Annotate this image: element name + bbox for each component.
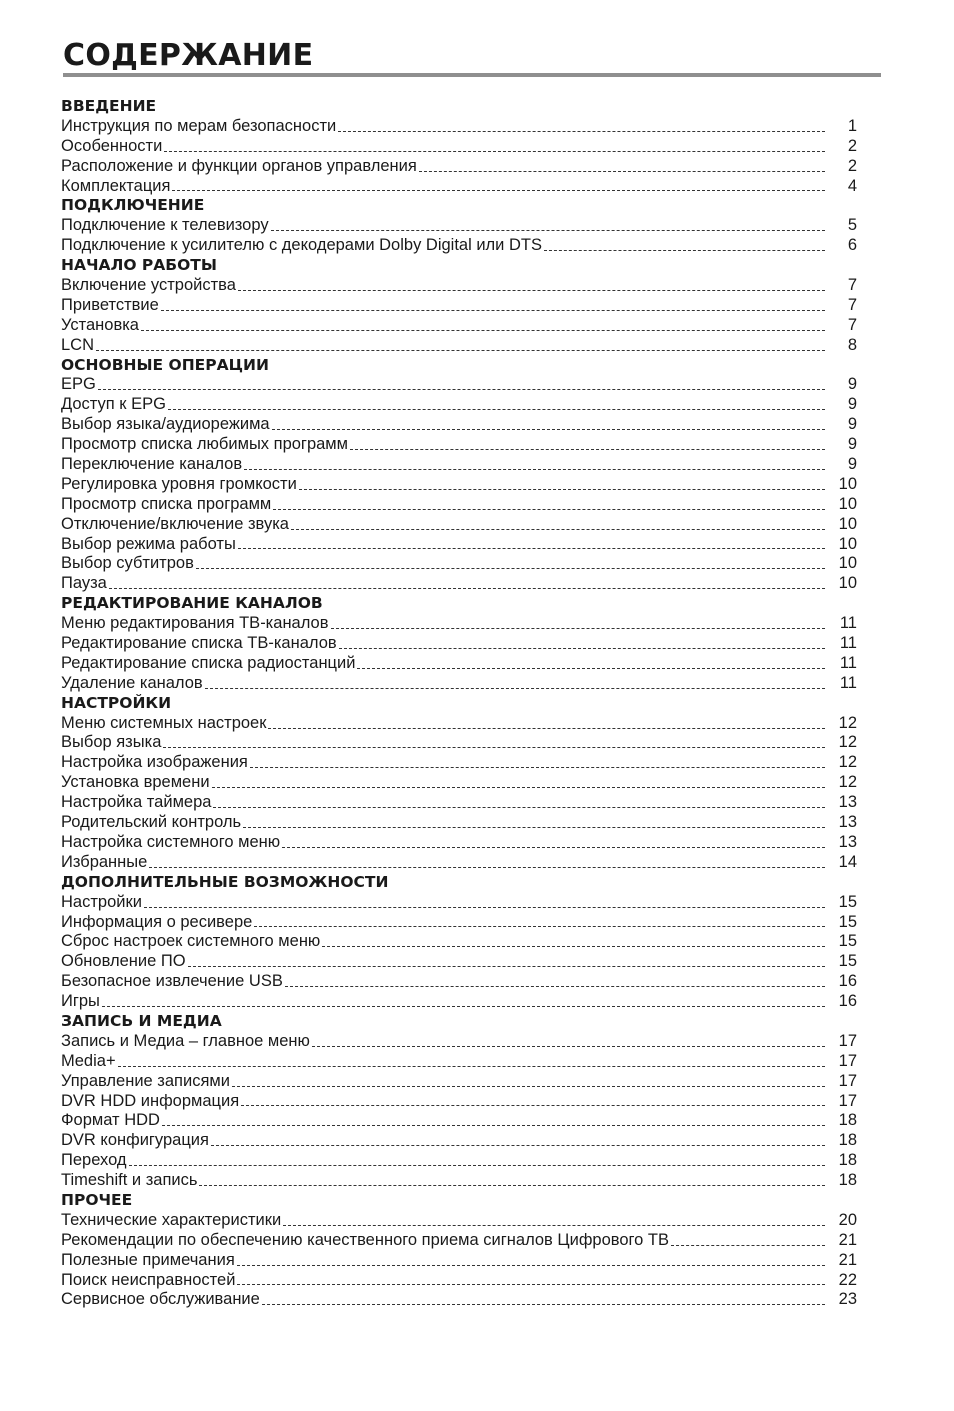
toc-entry-page: 10	[838, 494, 857, 513]
dot-leader	[232, 1085, 825, 1087]
title-divider	[63, 73, 881, 77]
toc-entry-label: Инструкция по мерам безопасности	[61, 116, 337, 135]
toc-entry-label: Полезные примечания	[61, 1250, 235, 1269]
dot-leader	[96, 349, 825, 351]
dot-leader	[141, 329, 825, 331]
dot-leader	[419, 170, 825, 172]
dot-leader	[172, 189, 825, 191]
toc-entry-page: 22	[838, 1270, 857, 1289]
toc-entry[interactable]	[61, 435, 857, 455]
toc-entry[interactable]	[61, 117, 857, 137]
toc-entry-label: Избранные	[61, 852, 148, 871]
toc-entry-label: Регулировка уровня громкости	[61, 474, 297, 493]
toc-entry[interactable]	[61, 952, 857, 972]
toc-entry-page: 17	[838, 1071, 857, 1090]
toc-entry-page: 10	[838, 474, 857, 493]
toc-entry[interactable]	[61, 1171, 857, 1191]
toc-entry-label: Отключение/включение звука	[61, 514, 289, 533]
toc-entry[interactable]	[61, 813, 857, 833]
toc-entry-page: 9	[847, 455, 857, 474]
dot-leader	[299, 488, 825, 490]
toc-entry-page: 12	[838, 733, 857, 752]
dot-leader	[322, 945, 825, 947]
dot-leader	[102, 1005, 825, 1007]
toc-entry-label: Настройка изображения	[61, 753, 248, 772]
page-title: СОДЕРЖАНИЕ	[63, 38, 314, 73]
toc-entry-label: Выбор субтитров	[61, 554, 194, 573]
toc-entry[interactable]	[61, 753, 857, 773]
toc-entry-page: 4	[847, 176, 857, 195]
dot-leader	[162, 1124, 825, 1126]
toc-entry-label: Игры	[61, 992, 100, 1011]
toc-entry-page: 9	[847, 375, 857, 394]
toc-entry[interactable]	[61, 554, 857, 574]
section-heading: ВВЕДЕНИЕ	[61, 97, 157, 115]
toc-entry[interactable]	[61, 395, 857, 415]
toc-entry[interactable]	[61, 833, 857, 853]
toc-entry[interactable]	[61, 793, 857, 813]
dot-leader	[199, 1184, 825, 1186]
toc-entry[interactable]	[61, 296, 857, 316]
table-of-contents	[61, 97, 857, 1310]
toc-entry-page: 13	[838, 793, 857, 812]
toc-entry-page: 12	[838, 753, 857, 772]
toc-entry-page: 11	[839, 673, 857, 692]
toc-entry-label: Выбор языка/аудиорежима	[61, 415, 270, 434]
dot-leader	[238, 289, 825, 291]
toc-entry[interactable]	[61, 773, 857, 793]
toc-entry[interactable]	[61, 674, 857, 694]
toc-entry-label: Рекомендации по обеспечению качественного приема сигналов Цифрового ТВ	[61, 1230, 670, 1249]
toc-entry-page: 11	[839, 653, 857, 672]
dot-leader	[350, 448, 825, 450]
toc-entry-page: 12	[838, 773, 857, 792]
dot-leader	[163, 746, 825, 748]
toc-entry[interactable]	[61, 913, 857, 933]
toc-entry[interactable]	[61, 1151, 857, 1171]
toc-entry-label: Запись и Медиа – главное меню	[61, 1031, 310, 1050]
toc-entry-label: Доступ к EPG	[61, 395, 166, 414]
toc-entry-page: 18	[838, 1151, 857, 1170]
toc-entry-page: 20	[838, 1210, 857, 1229]
toc-entry-page: 21	[838, 1250, 857, 1269]
toc-entry-label: Приветствие	[61, 295, 159, 314]
toc-entry-label: Управление записями	[61, 1071, 230, 1090]
toc-entry[interactable]	[61, 972, 857, 992]
toc-entry[interactable]	[61, 1231, 857, 1251]
dot-leader	[671, 1244, 825, 1246]
toc-entry-label: Подключение к усилителю с декодерами Dolby Digital или DTS	[61, 236, 542, 255]
toc-entry-page: 16	[838, 992, 857, 1011]
toc-entry-page: 9	[847, 435, 857, 454]
toc-entry-label: Настройка системного меню	[61, 832, 281, 851]
toc-entry-label: Настройка таймера	[61, 793, 212, 812]
dot-leader	[357, 667, 825, 669]
dot-leader	[244, 468, 825, 470]
toc-entry[interactable]	[61, 1092, 857, 1112]
dot-leader	[196, 567, 825, 569]
toc-entry-page: 17	[838, 1091, 857, 1110]
dot-leader	[149, 866, 825, 868]
toc-entry[interactable]	[61, 574, 857, 594]
toc-entry-label: Редактирование списка ТВ-каналов	[61, 634, 337, 653]
toc-entry-label: Обновление ПО	[61, 952, 186, 971]
toc-entry-page: 9	[847, 395, 857, 414]
toc-entry-label: Подключение к телевизору	[61, 216, 269, 235]
dot-leader	[161, 309, 825, 311]
toc-entry[interactable]	[61, 535, 857, 555]
toc-entry-page: 17	[838, 1031, 857, 1050]
dot-leader	[285, 985, 825, 987]
toc-entry[interactable]	[61, 1131, 857, 1151]
dot-leader	[118, 1065, 825, 1067]
toc-entry[interactable]	[61, 495, 857, 515]
toc-entry-page: 18	[838, 1131, 857, 1150]
dot-leader	[212, 786, 825, 788]
dot-leader	[164, 150, 825, 152]
toc-entry[interactable]	[61, 177, 857, 197]
toc-entry-label: Установка	[61, 315, 139, 334]
toc-entry[interactable]	[61, 336, 857, 356]
toc-entry[interactable]	[61, 515, 857, 535]
toc-entry-label: DVR HDD информация	[61, 1091, 240, 1110]
toc-entry[interactable]	[61, 1052, 857, 1072]
dot-leader	[98, 388, 825, 390]
toc-entry-label: Переключение каналов	[61, 455, 243, 474]
dot-leader	[544, 249, 825, 251]
dot-leader	[144, 906, 825, 908]
section-heading: ДОПОЛНИТЕЛЬНЫЕ ВОЗМОЖНОСТИ	[61, 872, 389, 891]
toc-entry-label: Переход	[61, 1151, 127, 1170]
toc-entry-label: Настройки	[61, 892, 142, 911]
toc-entry[interactable]	[61, 276, 857, 296]
toc-entry-label: Меню системных настроек	[61, 713, 267, 732]
dot-leader	[241, 1104, 825, 1106]
toc-entry[interactable]	[61, 654, 857, 674]
toc-entry-label: Технические характеристики	[61, 1210, 282, 1229]
toc-entry-label: Выбор режима работы	[61, 534, 236, 553]
dot-leader	[237, 1283, 825, 1285]
section-heading: ПРОЧЕЕ	[61, 1190, 133, 1209]
section-heading: НАСТРОЙКИ	[61, 693, 172, 712]
dot-leader	[331, 627, 826, 629]
toc-entry-page: 11	[839, 614, 857, 633]
toc-entry[interactable]	[61, 714, 857, 734]
section-heading: НАЧАЛО РАБОТЫ	[61, 256, 217, 275]
toc-entry-page: 21	[838, 1230, 857, 1249]
toc-entry-label: Меню редактирования ТВ-каналов	[61, 614, 329, 633]
toc-entry[interactable]	[61, 475, 857, 495]
toc-entry-label: Комплектация	[61, 176, 171, 195]
toc-entry-label: Просмотр списка программ	[61, 494, 272, 513]
toc-entry[interactable]	[61, 893, 857, 913]
toc-entry-page: 7	[847, 276, 857, 294]
toc-entry-label: Сброс настроек системного меню	[61, 932, 321, 951]
dot-leader	[188, 965, 825, 967]
toc-entry-page: 6	[847, 236, 857, 255]
toc-entry-label: Информация о ресивере	[61, 912, 253, 931]
toc-entry[interactable]	[61, 853, 857, 873]
dot-leader	[339, 647, 825, 649]
dot-leader	[312, 1045, 825, 1047]
toc-entry-page: 7	[847, 295, 857, 314]
toc-entry-label: Просмотр списка любимых программ	[61, 435, 348, 454]
section-heading: РЕДАКТИРОВАНИЕ КАНАЛОВ	[61, 594, 323, 613]
toc-entry-label: Выбор языка	[61, 733, 162, 752]
dot-leader	[271, 229, 825, 231]
dot-leader	[282, 846, 825, 848]
toc-entry[interactable]	[61, 1271, 857, 1291]
toc-entry-page: 13	[838, 813, 857, 832]
dot-leader	[338, 130, 825, 132]
toc-entry-page: 10	[838, 534, 857, 553]
toc-entry[interactable]	[61, 992, 857, 1012]
dot-leader	[237, 1264, 825, 1266]
toc-entry-page: 17	[838, 1051, 857, 1070]
dot-leader	[168, 408, 825, 410]
toc-entry-page: 18	[838, 1171, 857, 1190]
toc-entry-page: 23	[838, 1290, 857, 1309]
toc-entry-page: 2	[847, 136, 857, 155]
section-heading: ПОДКЛЮЧЕНИЕ	[61, 196, 205, 215]
dot-leader	[205, 687, 825, 689]
toc-entry-label: Родительский контроль	[61, 813, 242, 832]
toc-entry-label: Timeshift и запись	[61, 1171, 198, 1190]
toc-entry-page: 12	[838, 713, 857, 732]
toc-entry-page: 15	[838, 892, 857, 911]
dot-leader	[273, 508, 825, 510]
toc-entry-page: 10	[838, 574, 857, 593]
dot-leader	[211, 1144, 825, 1146]
dot-leader	[250, 766, 825, 768]
toc-entry-label: Безопасное извлечение USB	[61, 972, 283, 991]
toc-entry[interactable]	[61, 375, 857, 395]
toc-entry-label: Расположение и функции органов управления	[61, 156, 417, 175]
toc-entry[interactable]	[61, 1290, 857, 1310]
toc-entry-page: 8	[847, 335, 857, 354]
toc-entry-label: Особенности	[61, 136, 163, 155]
toc-entry[interactable]	[61, 1251, 857, 1271]
toc-entry-page: 15	[838, 952, 857, 971]
dot-leader	[291, 528, 825, 530]
toc-entry[interactable]	[61, 734, 857, 754]
toc-entry[interactable]	[61, 1111, 857, 1131]
toc-entry-label: LCN	[61, 335, 95, 354]
toc-entry[interactable]	[61, 614, 857, 634]
toc-entry[interactable]	[61, 634, 857, 654]
dot-leader	[283, 1224, 825, 1226]
toc-entry-label: Редактирование списка радиостанций	[61, 653, 356, 672]
toc-entry-label: Удаление каналов	[61, 673, 203, 692]
toc-entry-page: 11	[839, 634, 857, 653]
toc-entry-label: Поиск неисправностей	[61, 1270, 236, 1289]
toc-entry-label: Media+	[61, 1051, 116, 1070]
section-heading: ЗАПИСЬ И МЕДИА	[61, 1011, 222, 1030]
toc-entry[interactable]	[61, 1211, 857, 1231]
toc-entry-page: 13	[838, 832, 857, 851]
toc-entry-label: Формат HDD	[61, 1111, 160, 1130]
dot-leader	[213, 806, 825, 808]
toc-entry-label: Пауза	[61, 574, 107, 593]
toc-entry[interactable]	[61, 455, 857, 475]
toc-entry[interactable]	[61, 137, 857, 157]
dot-leader	[254, 925, 825, 927]
toc-entry[interactable]	[61, 157, 857, 177]
toc-entry[interactable]	[61, 1072, 857, 1092]
toc-entry-page: 2	[847, 156, 857, 175]
dot-leader	[238, 547, 825, 549]
toc-entry-page: 18	[838, 1111, 857, 1130]
dot-leader	[268, 727, 825, 729]
toc-entry-label: DVR конфигурация	[61, 1131, 209, 1150]
toc-entry-page: 15	[838, 932, 857, 951]
toc-entry-label: Установка времени	[61, 773, 210, 792]
toc-entry[interactable]	[61, 932, 857, 952]
dot-leader	[129, 1164, 825, 1166]
toc-entry-page: 10	[838, 554, 857, 573]
toc-entry-page: 9	[847, 415, 857, 434]
toc-entry-page: 14	[838, 852, 857, 871]
dot-leader	[243, 826, 825, 828]
toc-entry-page: 7	[847, 315, 857, 334]
toc-entry-label: Включение устройства	[61, 276, 236, 294]
toc-entry-label: EPG	[61, 375, 96, 394]
dot-leader	[272, 428, 825, 430]
toc-entry[interactable]	[61, 1032, 857, 1052]
toc-entry-page: 10	[838, 514, 857, 533]
toc-entry-page: 16	[838, 972, 857, 991]
toc-entry-label: Сервисное обслуживание	[61, 1290, 260, 1309]
toc-entry-page: 1	[847, 116, 857, 135]
dot-leader	[262, 1303, 825, 1305]
toc-entry-page: 5	[847, 216, 857, 235]
toc-entry[interactable]	[61, 415, 857, 435]
dot-leader	[109, 587, 825, 589]
toc-entry[interactable]	[61, 236, 857, 256]
section-heading: ОСНОВНЫЕ ОПЕРАЦИИ	[61, 355, 269, 374]
toc-entry[interactable]	[61, 216, 857, 236]
toc-entry-page: 15	[838, 912, 857, 931]
toc-entry[interactable]	[61, 316, 857, 336]
